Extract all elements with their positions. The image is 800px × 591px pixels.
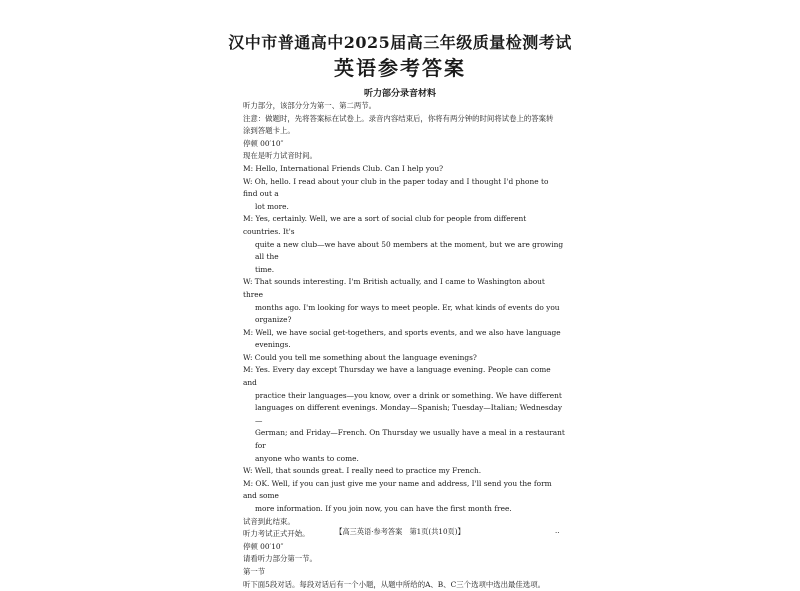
- transcript-line: languages on different evenings. Monday—Spanish; Tuesday—Italian; Wednesday—: [255, 403, 563, 425]
- transcript-line: lot more.: [255, 201, 289, 211]
- transcript-line: 停顿 00′10″: [243, 541, 284, 551]
- transcript-line: more information. If you join now, you can have the first month free.: [255, 504, 512, 513]
- transcript-line: evenings.: [255, 340, 291, 350]
- transcript-line: W: Well, that sounds great. I really need to practice my French.: [243, 466, 482, 476]
- transcript-line: M: Hello, International Friends Club. Can I help you?: [243, 163, 444, 173]
- transcript-line: W: Oh, hello. I read about your club in the paper today and I thought I'd phone to find out a: [243, 176, 549, 199]
- transcript-line: German; and Friday—French. On Thursday we usually have a meal in a restaurant for: [255, 428, 565, 451]
- transcript-line: organize?: [255, 315, 292, 325]
- transcript-line: W: Could you tell me something about the language evenings?: [243, 352, 477, 362]
- transcript-line: time.: [255, 264, 275, 274]
- transcript-line: 试音到此结束。: [243, 516, 295, 526]
- transcript-line: 听力考试正式开始。: [243, 529, 310, 539]
- exam-title: 汉中市普通高中2025届高三年级质量检测考试: [228, 33, 572, 52]
- footer-mark: ..: [555, 527, 560, 535]
- transcript-line: 第一节: [243, 566, 266, 576]
- transcript-line: anyone who wants to come.: [255, 453, 359, 463]
- transcript-line: 注意：做题时，先将答案标在试卷上。录音内容结束后，你将有两分钟的时间将试卷上的答案转: [243, 113, 554, 123]
- transcript-line: 请看听力部分第一节。: [243, 554, 317, 564]
- transcript-line: 停顿 00′10″: [243, 138, 284, 148]
- answer-key-title: 英语参考答案: [334, 56, 466, 80]
- transcript-line: M: Yes, certainly. Well, we are a sort of social club for people from different countries. It's: [243, 214, 527, 236]
- transcript-line: months ago. I'm looking for ways to meet people. Er, what kinds of events do you: [255, 302, 560, 312]
- transcript-line: 听力部分，该部分分为第一、第二两节。: [243, 101, 377, 110]
- transcript-line: practice their languages—you know, over a drink or something. We have different: [255, 390, 562, 400]
- transcript-body: [243, 100, 565, 591]
- transcript-line: 听下面5段对话。每段对话后有一个小题，从题中所给的A、B、C三个选项中选出最佳选项。: [243, 579, 545, 589]
- section-title: 听力部分录音材料: [363, 89, 436, 99]
- transcript-line: 现在是听力试音时间。: [243, 151, 317, 161]
- page-footer: 【高三英语·参考答案 第1页(共10页)】: [335, 527, 465, 536]
- transcript-line: M: OK. Well, if you can just give me your name and address, I'll send you the form and some: [243, 478, 552, 501]
- transcript-line: quite a new club—we have about 50 members at the moment, but we are growing all the: [255, 239, 564, 262]
- transcript-line: M: Well, we have social get-togethers, and sports events, and we also have language: [243, 327, 561, 337]
- transcript-line: W: That sounds interesting. I'm British actually, and I came to Washington about three: [243, 277, 545, 299]
- transcript-line: 涂到答题卡上。: [243, 126, 295, 136]
- transcript-line: M: Yes. Every day except Thursday we have a language evening. People can come and: [243, 365, 551, 388]
